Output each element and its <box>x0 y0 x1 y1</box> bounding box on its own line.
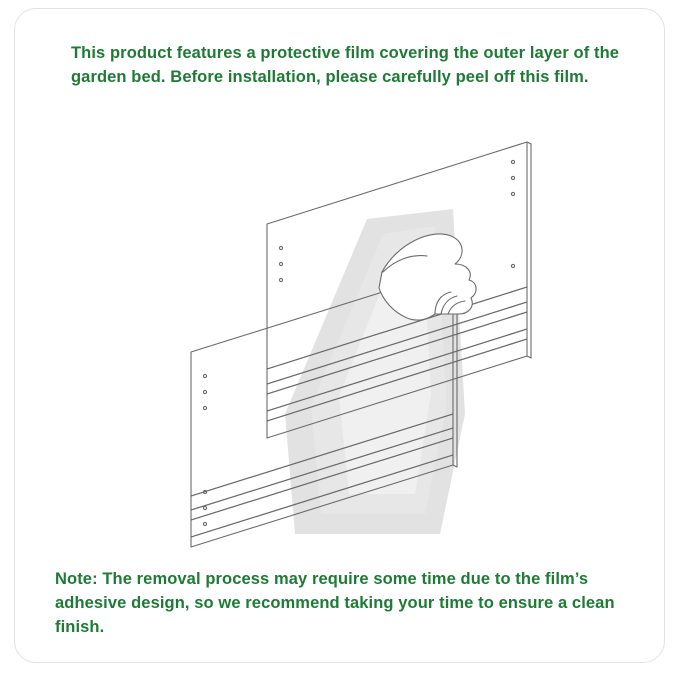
bottom-note-text: Note: The removal process may require some time due to the film’s adhesive design, so we recommend taking your time to ensure a clean finish. <box>55 570 615 637</box>
garden-bed-diagram-svg <box>135 114 565 554</box>
illustration-container <box>135 114 565 554</box>
instruction-card <box>14 8 665 663</box>
top-instruction-text: This product features a protective film covering the outer layer of the garden bed. Before installation, please carefully peel off this film. <box>71 44 620 87</box>
